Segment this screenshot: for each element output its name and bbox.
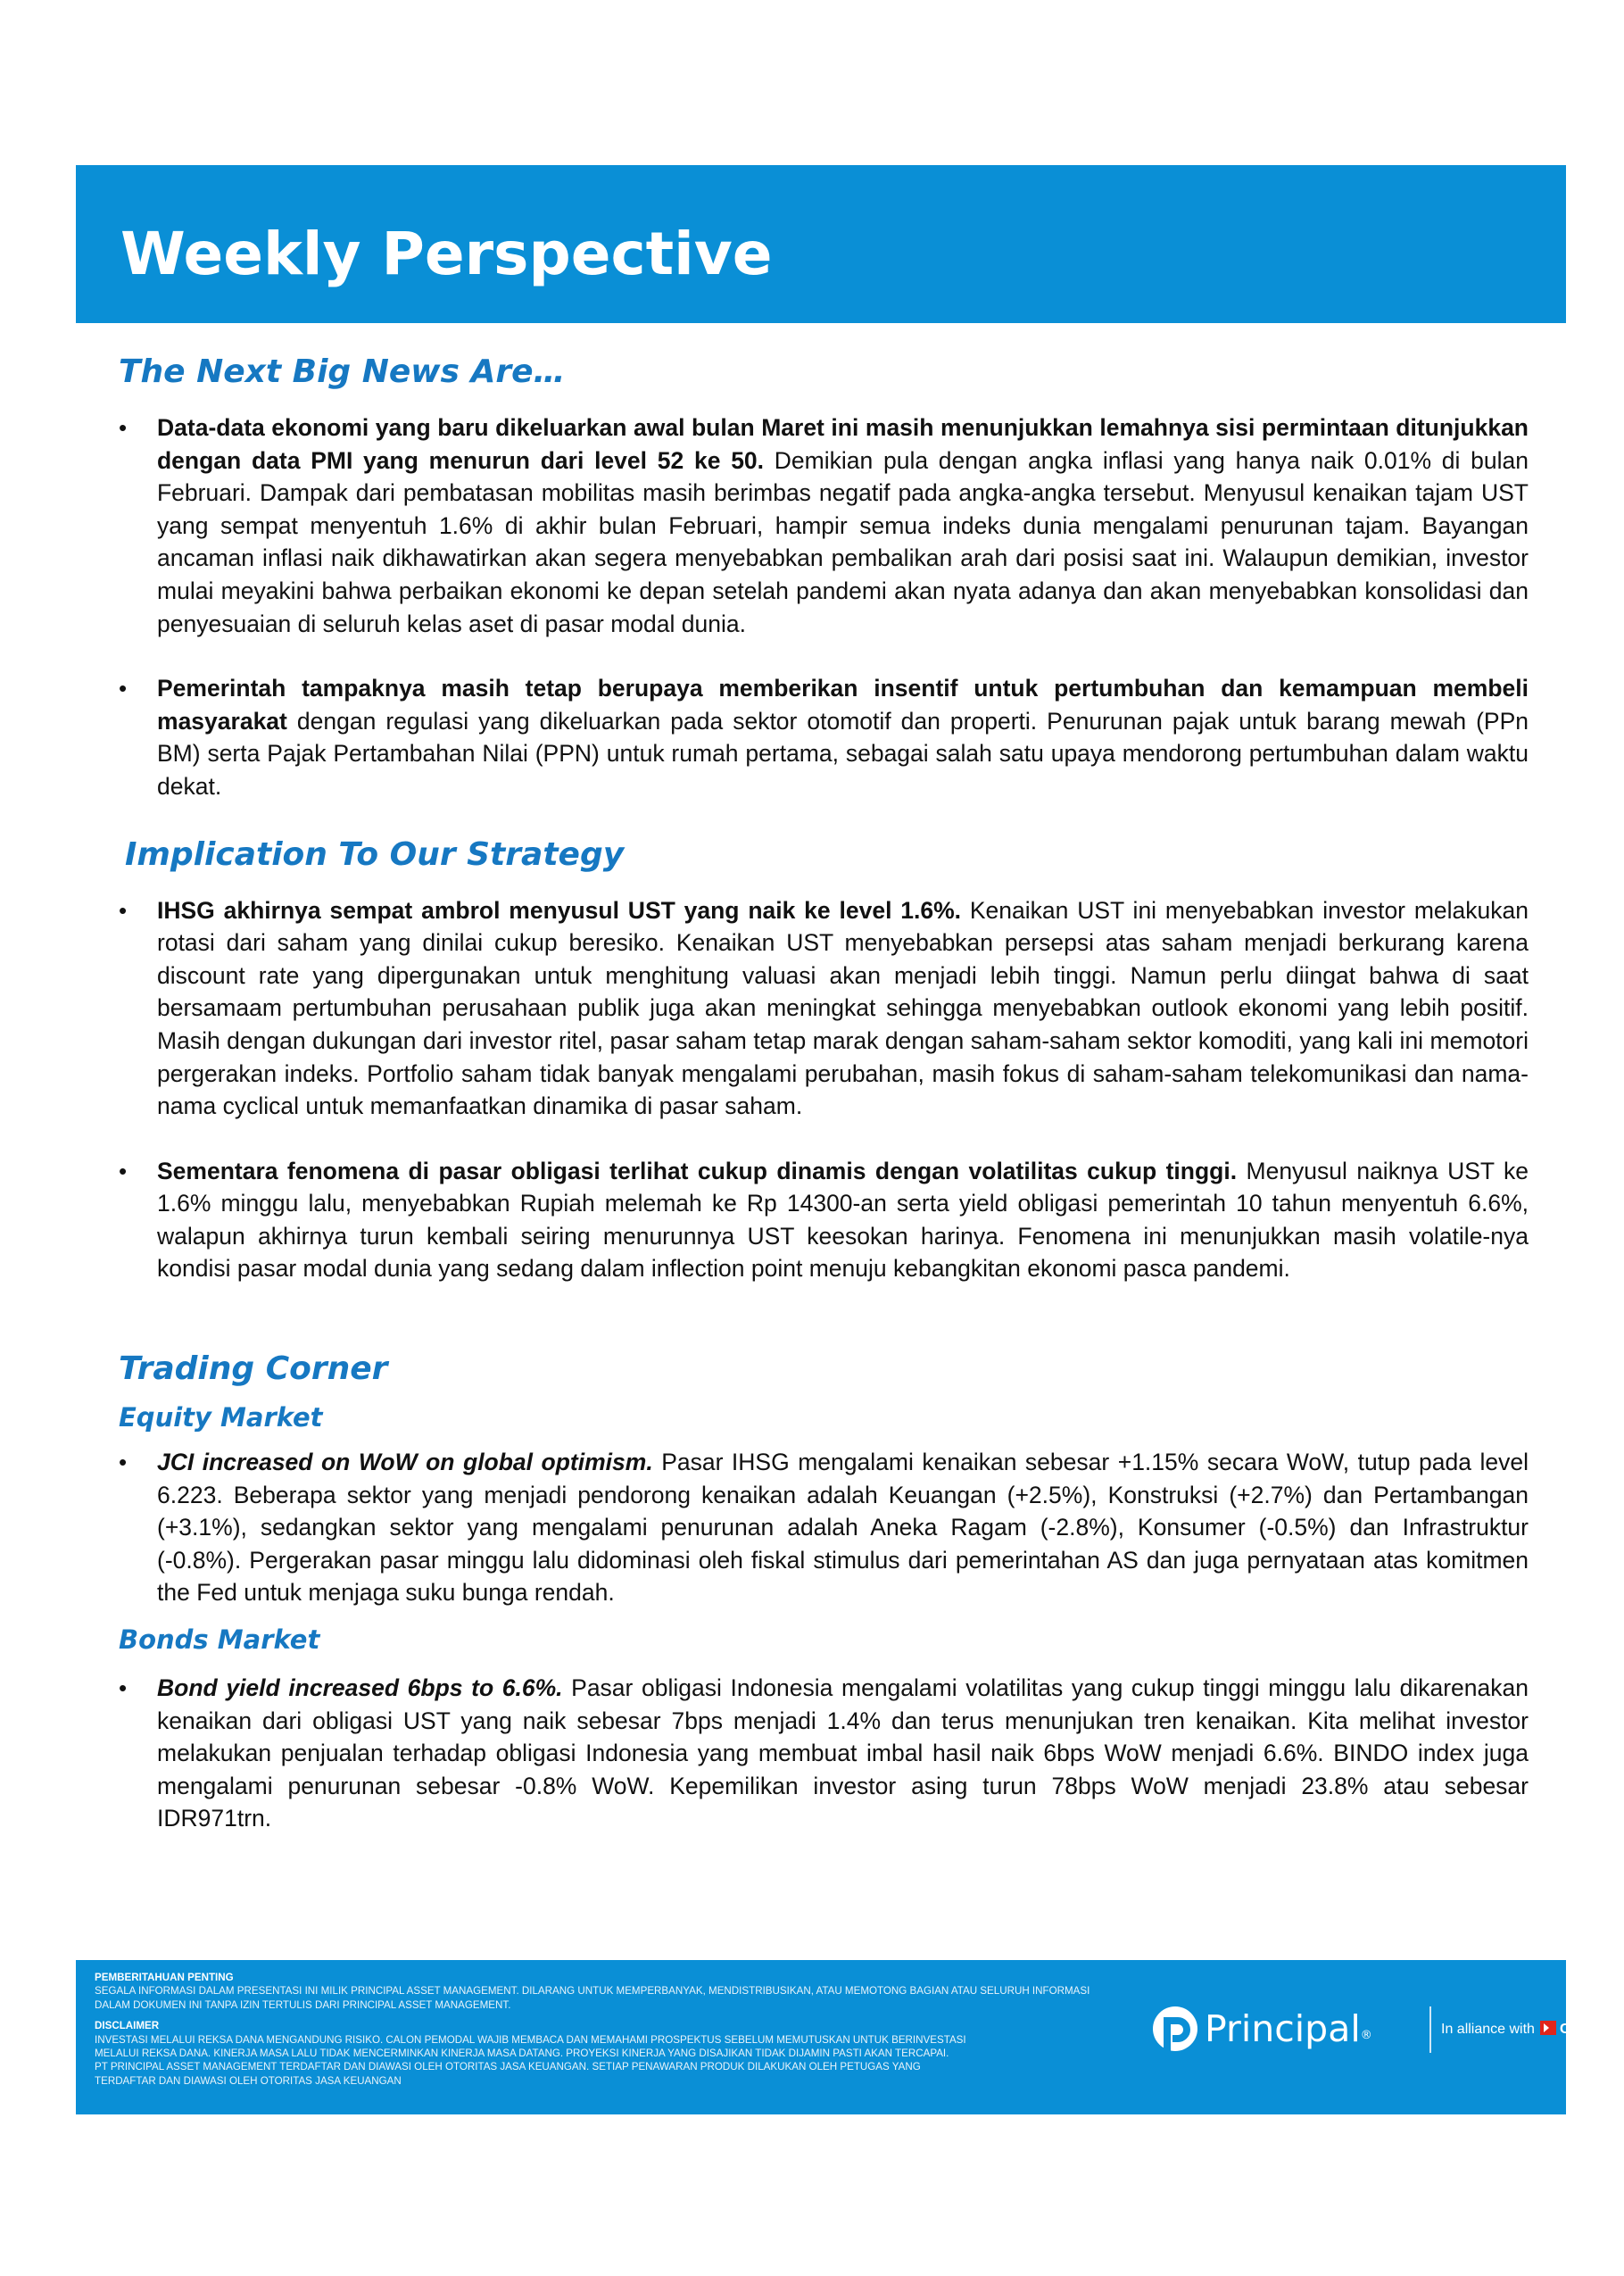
- notice-heading: PEMBERITAHUAN PENTING: [95, 1972, 234, 1983]
- footer-banner: [76, 1960, 1596, 2114]
- bullet-lead: Bond yield increased 6bps to 6.6%.: [157, 1674, 563, 1702]
- logo-divider: [1429, 2006, 1431, 2053]
- bullet-body: Pasar IHSG mengalami kenaikan sebesar +1.15% secara WoW, tutup pada level 6.223. Beberapa sektor yang menjadi pendorong kenaikan adalah Keuangan (+2.5%), Konstruksi (+2.7%) dan Pertambangan (+3.1%), sedangkan sektor yang mengalami penurunan adalah Aneka Ragam (-2.8%), Konsumer (-0.5%) dan Infrastruktur (-0.8%). Pergerakan pasar minggu lalu didominasi oleh fiskal stimulus dari pemerintahan AS dan juga pernyataan atas komitmen the Fed untuk menjaga suku bunga rendah.: [157, 1449, 1529, 1607]
- partner-name: CIMB: [1559, 2022, 1596, 2037]
- subsection-title-equity: Equity Market: [119, 1402, 323, 1433]
- bullet-icon: •: [119, 896, 128, 924]
- list-item: [119, 1446, 1529, 1609]
- subsection-title-bonds: Bonds Market: [119, 1624, 320, 1656]
- bullet-icon: •: [119, 414, 128, 441]
- list-item: [119, 894, 1529, 1123]
- section-title-next-big-news: The Next Big News Are…: [119, 353, 566, 390]
- disclaimer-line: MELALUI REKSA DANA. KINERJA MASA LALU TIDAK MENCERMINKAN KINERJA MASA DATANG. PROYEKSI KINERJA YANG DISAJIKAN TIDAK DIJAMIN PASTI AKAN TERCAPAI.: [95, 2048, 949, 2060]
- bullet-icon: •: [119, 1449, 128, 1476]
- bullet-lead: Data-data ekonomi yang baru dikeluarkan awal bulan Maret ini masih menunjukkan lemahnya sisi permintaan ditunjukkan dengan data PMI yang menurun dari level 52 ke 50.: [157, 414, 1529, 474]
- bullet-lead: Pemerintah tampaknya masih tetap berupaya memberikan insentif untuk pertumbuhan dan kemampuan membeli masyarakat: [157, 675, 1529, 735]
- page-title: Weekly Perspective: [120, 220, 773, 288]
- section-title-implication: Implication To Our Strategy: [125, 835, 625, 873]
- bullet-body: Pasar obligasi Indonesia mengalami volatilitas yang cukup tinggi minggu lalu dikarenakan kenaikan dari obligasi UST yang naik sebesar 7bps menjadi 1.4% dan terus menunjukan tren kenaikan. Kita melihat investor melakukan penjualan terhadap obligasi Indonesia yang membuat imbal hasil naik 6bps WoW menjadi 6.6%. BINDO index juga mengalami penurunan sebesar -0.8% WoW. Kepemilikan investor asing turun 78bps WoW menjadi 23.8% atau sebesar IDR971trn.: [157, 1674, 1529, 1832]
- main-content: [119, 351, 1529, 1835]
- disclaimer-line: PT PRINCIPAL ASSET MANAGEMENT TERDAFTAR DAN DIAWASI OLEH OTORITAS JASA KEUANGAN. SETIAP PENAWARAN PRODUK DILAKUKAN OLEH PETUGAS YANG: [95, 2061, 921, 2073]
- list-item: [119, 672, 1529, 802]
- footer-disclaimer: [95, 1971, 1210, 2088]
- notice-line: DALAM DOKUMEN INI TANPA IZIN TERTULIS DARI PRINCIPAL ASSET MANAGEMENT.: [95, 1998, 511, 2011]
- equity-list: [119, 1446, 1529, 1609]
- disclaimer-heading: DISCLAIMER: [95, 2020, 160, 2032]
- cimb-logo-icon: [1540, 2021, 1556, 2035]
- principal-logo: [1151, 1999, 1596, 2062]
- title-banner: [76, 165, 1566, 323]
- alliance-text: In alliance with: [1441, 2022, 1535, 2037]
- principal-logo-icon: [1151, 2005, 1199, 2056]
- logo-wordmark: Principal®: [1205, 2007, 1372, 2050]
- bullet-body: Menyusul naiknya UST ke 1.6% minggu lalu, menyebabkan Rupiah melemah ke Rp 14300-an serta yield obligasi pemerintah 10 tahun menyentuh 6.6%, walapun akhirnya turun kembali seiring menurunnya UST keesokan harinya. Fenomena ini menunjukkan masih volatile-nya kondisi pasar modal dunia yang sedang dalam inflection point menuju kebangkitan ekonomi pasca pandemi.: [157, 1157, 1529, 1283]
- bullet-lead: JCI increased on WoW on global optimism.: [157, 1449, 653, 1476]
- bullet-icon: •: [119, 675, 128, 702]
- bullet-icon: •: [119, 1157, 128, 1184]
- bullet-body: Kenaikan UST ini menyebabkan investor melakukan rotasi dari saham yang dinilai cukup beresiko. Kenaikan UST menyebabkan persepsi atas saham menjadi berkurang karena discount rate yang dipergunakan untuk menghitung valuasi akan menjadi lebih tinggi. Namun perlu diingat bahwa di saat bersamaam pertumbuhan perusahaan publik juga akan meningkat sehingga menyebabkan outlook ekonomi yang lebih positif. Masih dengan dukungan dari investor ritel, pasar saham tetap marak dengan saham-saham sektor komoditi, yang kali ini memotori pergerakan indeks. Portfolio saham tidak banyak mengalami perubahan, masih fokus di saham-saham telekomunikasi dan nama-nama cyclical untuk memanfaatkan dinamika di pasar saham.: [157, 896, 1529, 1120]
- disclaimer-line: TERDAFTAR DAN DIAWASI OLEH OTORITAS JASA KEUANGAN: [95, 2074, 402, 2087]
- list-item: [119, 411, 1529, 640]
- alliance-line: [1441, 2017, 1596, 2042]
- bullet-icon: •: [119, 1674, 128, 1702]
- bullet-body: dengan regulasi yang dikeluarkan pada sektor otomotif dan properti. Penurunan pajak untuk barang mewah (PPn BM) serta Pajak Pertambahan Nilai (PPN) untuk rumah pertama, sebagai salah satu upaya mendorong pertumbuhan dalam waktu dekat.: [157, 707, 1529, 800]
- bullet-lead: IHSG akhirnya sempat ambrol menyusul UST yang naik ke level 1.6%.: [157, 896, 962, 924]
- next-big-news-list: [119, 411, 1529, 803]
- notice-line: SEGALA INFORMASI DALAM PRESENTASI INI MILIK PRINCIPAL ASSET MANAGEMENT. DILARANG UNTUK MEMPERBANYAK, MENDISTRIBUSIKAN, ATAU MEMOTONG BAGIAN ATAU SELURUH INFORMASI: [95, 1985, 1090, 1998]
- bullet-body: Demikian pula dengan angka inflasi yang hanya naik 0.01% di bulan Februari. Dampak dari pembatasan mobilitas masih berimbas negatif pada angka-angka tersebut. Menyusul kenaikan tajam UST yang sempat menyentuh 1.6% di akhir bulan Februari, hampir semua indeks dunia mengalami penurunan tajam. Bayangan ancaman inflasi naik dikhawatirkan akan segera menyebabkan pembalikan arah dari posisi saat ini. Walaupun demikian, investor mulai meyakini bahwa perbaikan ekonomi ke depan setelah pandemi akan nyata adanya dan akan menyebabkan konsolidasi dan penyesuaian di seluruh kelas aset di pasar modal dunia.: [157, 446, 1529, 637]
- bonds-list: [119, 1672, 1529, 1835]
- bullet-lead: Sementara fenomena di pasar obligasi terlihat cukup dinamis dengan volatilitas cukup tinggi.: [157, 1157, 1238, 1184]
- list-item: [119, 1155, 1529, 1285]
- implication-list: [119, 894, 1529, 1286]
- list-item: [119, 1672, 1529, 1835]
- disclaimer-line: INVESTASI MELALUI REKSA DANA MENGANDUNG RISIKO. CALON PEMODAL WAJIB MEMBACA DAN MEMAHAMI PROSPEKTUS SEBELUM MEMUTUSKAN UNTUK BERINVESTASI: [95, 2033, 966, 2046]
- section-title-trading-corner: Trading Corner: [119, 1350, 388, 1388]
